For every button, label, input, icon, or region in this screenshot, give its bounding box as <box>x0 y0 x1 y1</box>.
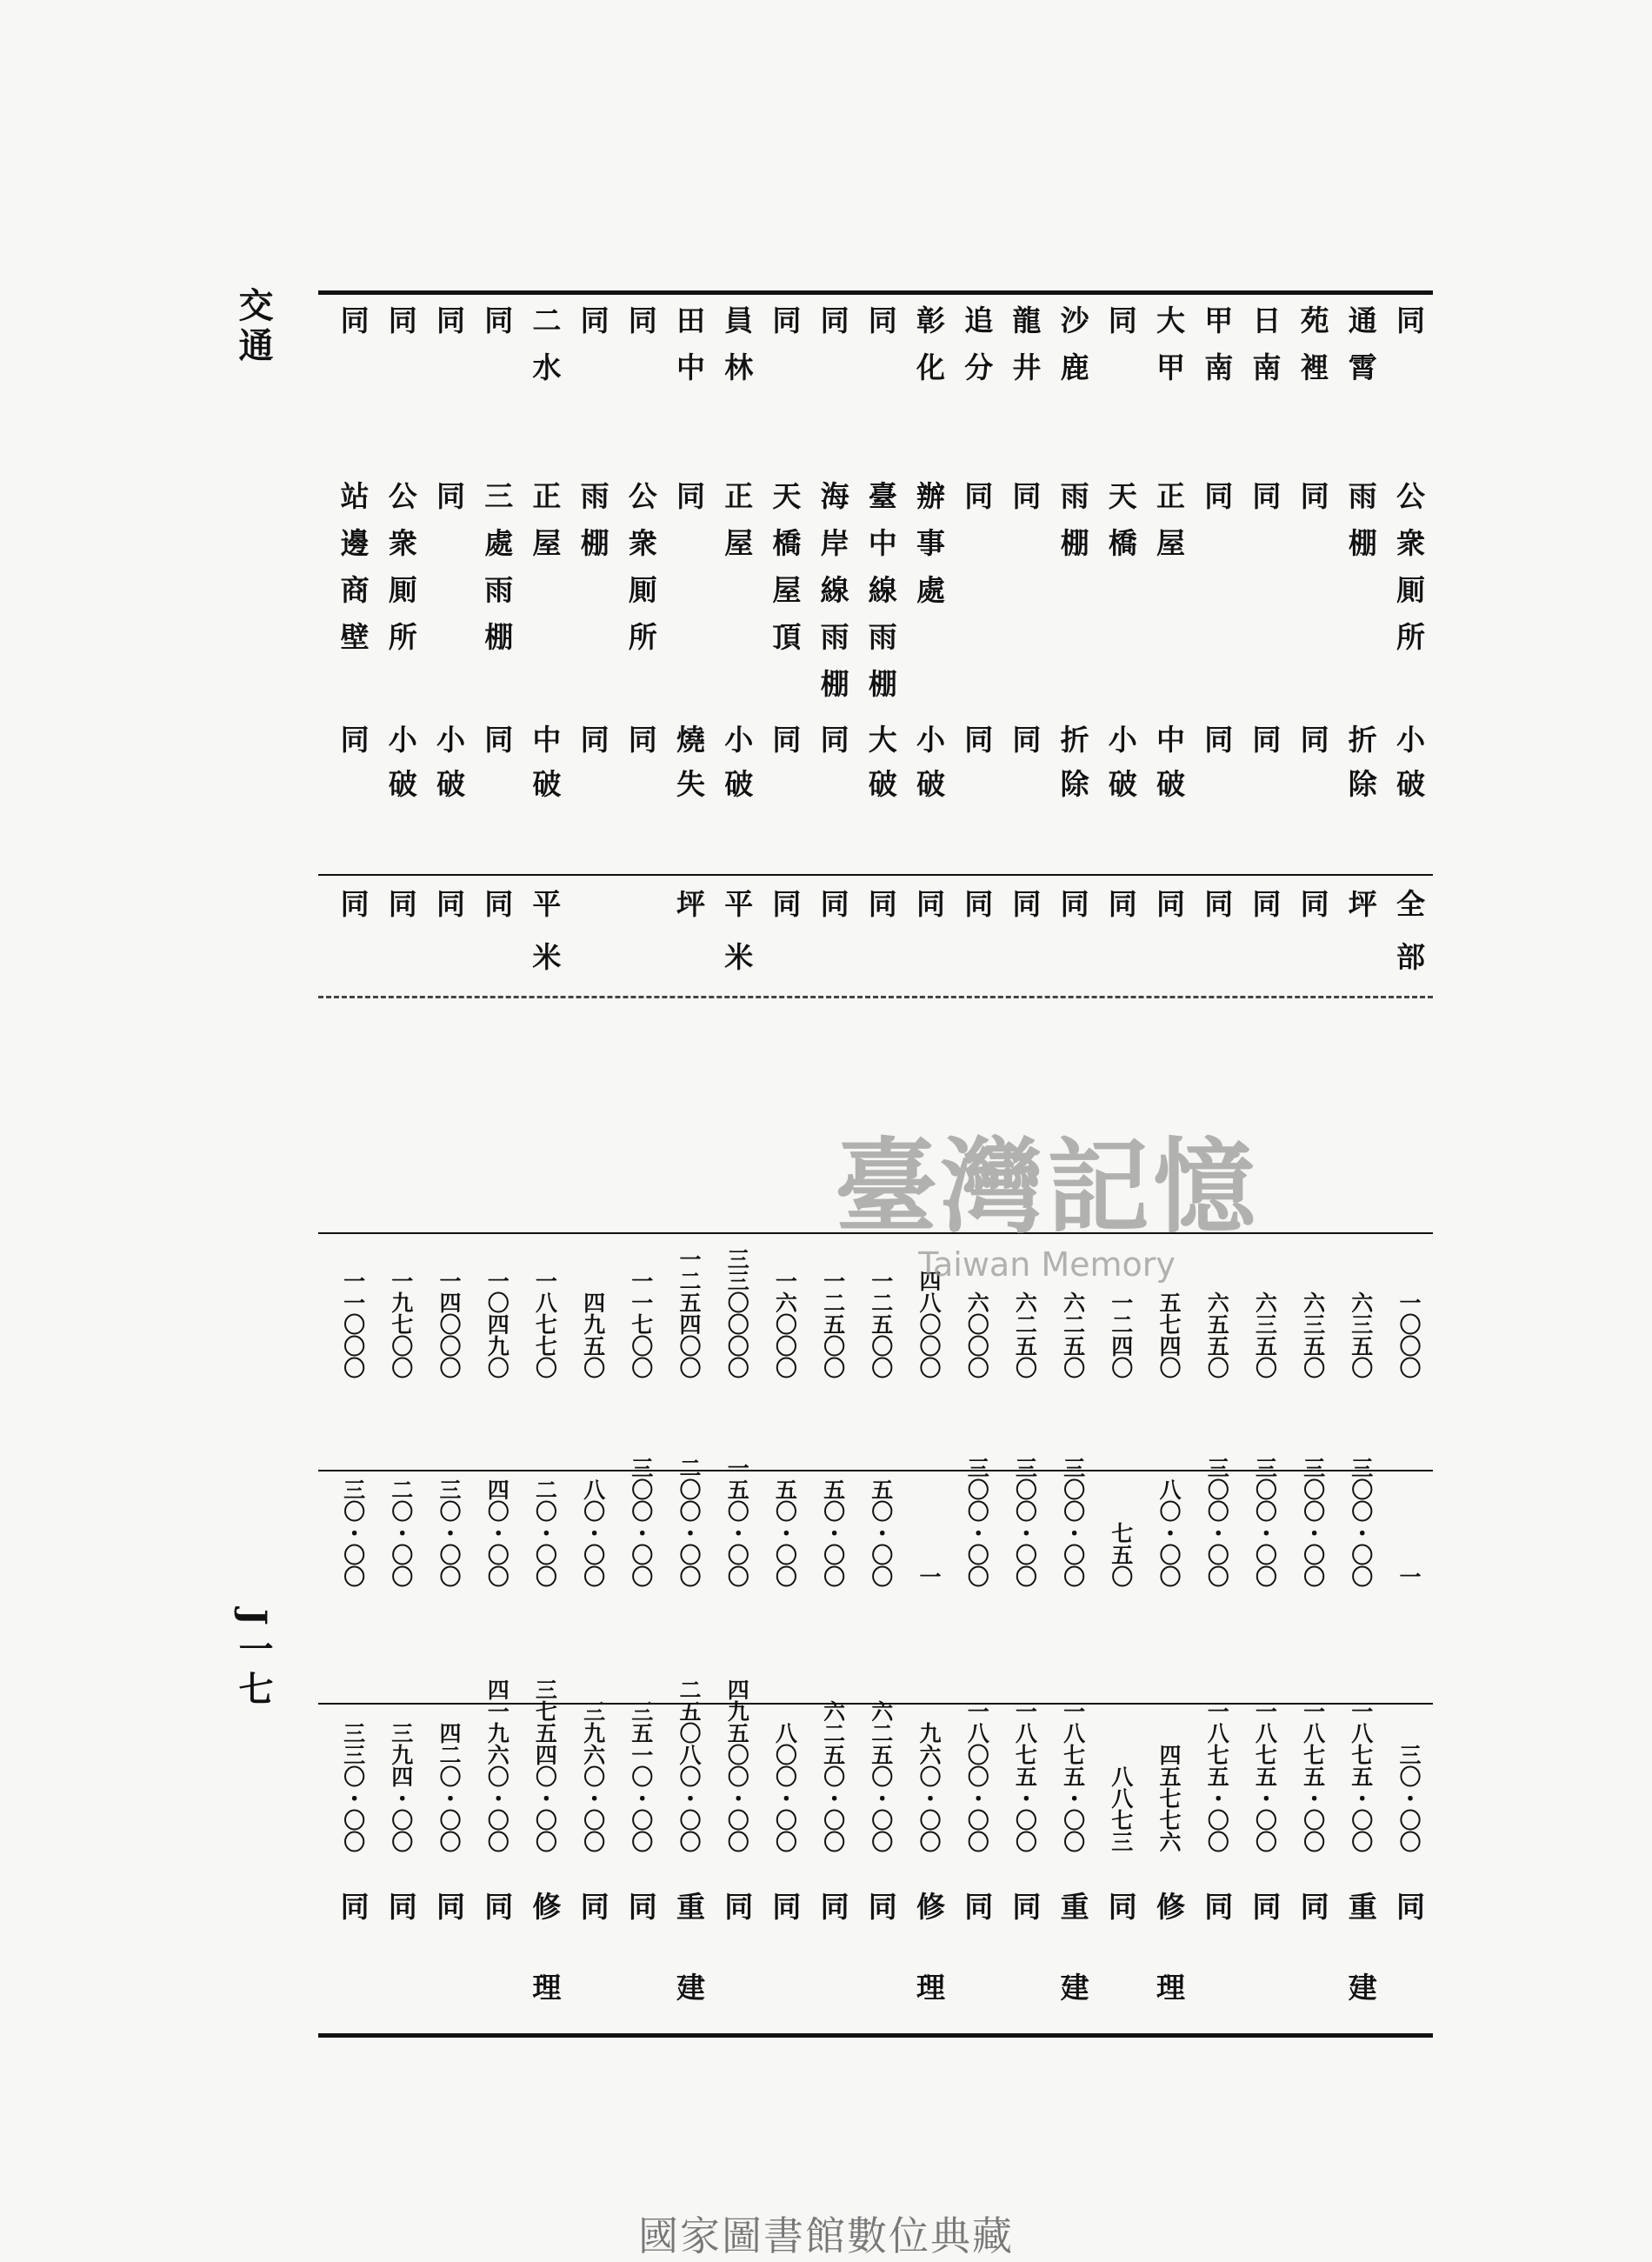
cell-price: 二〇〇・〇〇 <box>676 1457 702 1587</box>
cell-damage: 小破 <box>1103 724 1138 813</box>
table-column <box>520 300 569 2053</box>
cell-station: 田中 <box>672 305 706 399</box>
bottom-rule <box>318 2033 1433 2038</box>
cell-station: 彰化 <box>912 305 946 399</box>
cell-location: 雨棚 <box>1056 481 1090 575</box>
cell-damage: 小破 <box>1392 724 1426 813</box>
cell-location: 正屋 <box>528 481 563 575</box>
cell-quantity: 六三五〇 <box>1300 1291 1326 1378</box>
cell-location: 同 <box>1200 481 1235 528</box>
cell-price: 三〇・〇〇 <box>340 1478 366 1587</box>
table-column <box>664 300 713 2053</box>
cell-station: 同 <box>383 305 418 352</box>
cell-method: 同 <box>720 1892 755 1972</box>
cell-station: 二水 <box>528 305 563 399</box>
cell-damage: 同 <box>576 724 610 769</box>
cell-price: 一 <box>1396 1565 1422 1587</box>
cell-amount: 三三〇・〇〇 <box>340 1722 366 1852</box>
watermark <box>835 1104 1259 1284</box>
table-column <box>1000 300 1049 1972</box>
cell-price: 八〇・〇〇 <box>580 1478 606 1587</box>
cell-quantity: 一八七七〇 <box>532 1270 558 1378</box>
cell-price: 二〇・〇〇 <box>532 1478 558 1587</box>
cell-damage: 同 <box>816 724 850 769</box>
cell-station: 同 <box>623 305 658 352</box>
cell-quantity: 一二五〇〇 <box>820 1270 846 1378</box>
cell-method: 重建 <box>1343 1892 1378 2053</box>
cell-amount: 四五七七六 <box>1156 1744 1182 1852</box>
cell-price: 三〇〇・〇〇 <box>1060 1457 1086 1587</box>
cell-price: 七五〇 <box>1108 1522 1134 1587</box>
table-column <box>376 300 425 1972</box>
cell-station: 員林 <box>720 305 755 399</box>
cell-quantity: 一二五四〇〇 <box>676 1248 702 1378</box>
cell-unit: 同 <box>1103 889 1138 942</box>
cell-damage: 折除 <box>1056 724 1090 813</box>
cell-location: 公衆厠所 <box>1392 481 1426 669</box>
cell-station: 同 <box>863 305 898 352</box>
cell-location: 同 <box>1008 481 1042 528</box>
cell-unit: 同 <box>1008 889 1042 942</box>
watermark-text: 臺灣記憶 <box>835 1126 1260 1247</box>
cell-method: 同 <box>768 1892 803 1972</box>
cell-method: 同 <box>816 1892 850 1972</box>
cell-quantity: 一二五〇〇 <box>868 1270 894 1378</box>
cell-method: 同 <box>1392 1892 1426 1972</box>
cell-amount: 一八〇〇・〇〇 <box>964 1700 990 1852</box>
cell-quantity: 六五五〇 <box>1204 1291 1230 1378</box>
cell-station: 龍井 <box>1008 305 1042 399</box>
cell-station: 同 <box>816 305 850 352</box>
cell-method: 同 <box>336 1892 370 1972</box>
table-column <box>1384 300 1433 1972</box>
cell-damage: 同 <box>1008 724 1042 769</box>
cell-amount: 六二五〇・〇〇 <box>868 1700 894 1852</box>
table-column <box>809 300 857 1972</box>
cell-method: 同 <box>1200 1892 1235 1972</box>
cell-damage: 同 <box>336 724 370 769</box>
cell-method: 修理 <box>1152 1892 1186 2053</box>
cell-method: 同 <box>1103 1892 1138 1972</box>
cell-quantity: 一四〇〇〇 <box>436 1270 462 1378</box>
cell-damage: 同 <box>1296 724 1330 769</box>
cell-method: 修理 <box>912 1892 946 2053</box>
cell-amount: 三七五四〇・〇〇 <box>532 1678 558 1852</box>
cell-price: 三〇・〇〇 <box>436 1478 462 1587</box>
cell-damage: 小破 <box>383 724 418 813</box>
table-column <box>1096 300 1145 1972</box>
cell-station: 大甲 <box>1152 305 1186 399</box>
cell-location: 同 <box>432 481 466 528</box>
cell-unit: 同 <box>1152 889 1186 942</box>
cell-unit: 同 <box>960 889 995 942</box>
cell-location: 天橋 <box>1103 481 1138 575</box>
cell-price: 三〇〇・〇〇 <box>1300 1457 1326 1587</box>
cell-station: 沙鹿 <box>1056 305 1090 399</box>
cell-unit: 同 <box>1200 889 1235 942</box>
cell-method: 同 <box>383 1892 418 1972</box>
cell-method: 同 <box>863 1892 898 1972</box>
cell-location: 同 <box>960 481 995 528</box>
cell-damage: 中破 <box>1152 724 1186 813</box>
table-column <box>1289 300 1337 1972</box>
cell-station: 通霄 <box>1343 305 1378 399</box>
cell-quantity: 一〇〇〇 <box>1396 1291 1422 1378</box>
table-column <box>424 300 473 1972</box>
cell-location: 同 <box>1296 481 1330 528</box>
cell-method: 同 <box>1296 1892 1330 1972</box>
cell-station: 同 <box>768 305 803 352</box>
cell-location: 同 <box>672 481 706 528</box>
cell-station: 同 <box>432 305 466 352</box>
cell-quantity: 五七四〇 <box>1156 1291 1182 1378</box>
table-column <box>472 300 521 1972</box>
cell-unit: 坪 <box>672 889 706 942</box>
cell-price: 三〇〇・〇〇 <box>1012 1457 1038 1587</box>
cell-amount: 二五〇八〇・〇〇 <box>676 1678 702 1852</box>
cell-unit: 平米 <box>528 889 563 995</box>
cell-location: 正屋 <box>720 481 755 575</box>
cell-amount: 一八七五・〇〇 <box>1252 1700 1278 1852</box>
cell-station: 同 <box>576 305 610 352</box>
cell-unit: 同 <box>1056 889 1090 942</box>
cell-quantity: 六二五〇 <box>1060 1291 1086 1378</box>
cell-unit: 同 <box>432 889 466 942</box>
cell-price: 三〇〇・〇〇 <box>1252 1457 1278 1587</box>
cell-method: 重建 <box>1056 1892 1090 2053</box>
cell-amount: 四一九六〇・〇〇 <box>484 1678 510 1852</box>
cell-method: 修理 <box>528 1892 563 2053</box>
cell-quantity: 一九七〇〇 <box>388 1270 414 1378</box>
cell-quantity: 一一〇〇〇 <box>340 1270 366 1378</box>
cell-station: 同 <box>1392 305 1426 352</box>
cell-damage: 同 <box>768 724 803 769</box>
cell-amount: 三五一〇・〇〇 <box>628 1700 654 1852</box>
cell-method: 同 <box>1008 1892 1042 1972</box>
cell-quantity: 一〇四九〇 <box>484 1270 510 1378</box>
cell-location: 正屋 <box>1152 481 1186 575</box>
cell-amount: 一八七五・〇〇 <box>1300 1700 1326 1852</box>
cell-unit: 同 <box>1248 889 1282 942</box>
cell-price: 一 <box>916 1565 942 1587</box>
cell-quantity: 六三五〇 <box>1348 1291 1374 1378</box>
cell-amount: 四二〇・〇〇 <box>436 1722 462 1852</box>
top-rule <box>318 290 1433 295</box>
cell-quantity: 一六〇〇〇 <box>772 1270 798 1378</box>
cell-method: 同 <box>960 1892 995 1972</box>
watermark-subtitle: Taiwan Memory <box>918 1245 1176 1284</box>
cell-location: 雨棚 <box>1343 481 1378 575</box>
cell-unit: 同 <box>383 889 418 942</box>
cell-price: 四〇・〇〇 <box>484 1478 510 1587</box>
cell-station: 苑裡 <box>1296 305 1330 399</box>
cell-damage: 同 <box>1248 724 1282 769</box>
cell-amount: 一八七五・〇〇 <box>1012 1700 1038 1852</box>
cell-damage: 同 <box>960 724 995 769</box>
cell-price: 三〇〇・〇〇 <box>964 1457 990 1587</box>
cell-unit: 同 <box>816 889 850 942</box>
cell-method: 同 <box>576 1892 610 1972</box>
cell-unit: 同 <box>912 889 946 942</box>
cell-quantity: 六三五〇 <box>1252 1291 1278 1378</box>
cell-method: 同 <box>432 1892 466 1972</box>
cell-station: 同 <box>336 305 370 352</box>
cell-unit: 同 <box>768 889 803 942</box>
cell-damage: 小破 <box>720 724 755 813</box>
cell-damage: 中破 <box>528 724 563 813</box>
cell-damage: 燒失 <box>672 724 706 813</box>
page-number: J一七 <box>233 1609 274 1711</box>
cell-amount: 三九六〇・〇〇 <box>580 1700 606 1852</box>
cell-location: 同 <box>1248 481 1282 528</box>
cell-unit: 全部 <box>1392 889 1426 995</box>
cell-price: 八〇・〇〇 <box>1156 1478 1182 1587</box>
cell-price: 五〇・〇〇 <box>820 1478 846 1587</box>
table-column <box>1144 300 1193 2053</box>
cell-damage: 同 <box>1200 724 1235 769</box>
table-column <box>760 300 809 1972</box>
cell-amount: 四九五〇〇・〇〇 <box>724 1678 750 1852</box>
cell-location: 站邊商壁 <box>336 481 370 669</box>
archive-footer: 國家圖書館數位典藏 <box>638 2212 1014 2259</box>
cell-quantity: 一二四〇 <box>1108 1291 1134 1378</box>
cell-damage: 折除 <box>1343 724 1378 813</box>
table-column <box>1192 300 1241 1972</box>
table-column <box>952 300 1001 1972</box>
cell-price: 五〇・〇〇 <box>772 1478 798 1587</box>
cell-station: 日南 <box>1248 305 1282 399</box>
cell-amount: 六二五〇・〇〇 <box>820 1700 846 1852</box>
cell-price: 五〇・〇〇 <box>868 1478 894 1587</box>
cell-amount: 八八七三 <box>1108 1765 1134 1852</box>
cell-method: 同 <box>623 1892 658 1972</box>
cell-quantity: 六〇〇〇 <box>964 1291 990 1378</box>
cell-damage: 同 <box>480 724 515 769</box>
cell-location: 公衆厠所 <box>623 481 658 669</box>
cell-unit: 平米 <box>720 889 755 995</box>
cell-price: 二〇・〇〇 <box>388 1478 414 1587</box>
cell-damage: 同 <box>623 724 658 769</box>
cell-amount: 九六〇・〇〇 <box>916 1722 942 1852</box>
cell-amount: 三九四・〇〇 <box>388 1722 414 1852</box>
cell-location: 三處雨棚 <box>480 481 515 669</box>
cell-unit: 同 <box>863 889 898 942</box>
cell-location: 海岸線雨棚 <box>816 481 850 716</box>
cell-station: 同 <box>1103 305 1138 352</box>
cell-location: 臺中線雨棚 <box>863 481 898 716</box>
cell-damage: 小破 <box>432 724 466 813</box>
cell-amount: 八〇〇・〇〇 <box>772 1722 798 1852</box>
cell-station: 追分 <box>960 305 995 399</box>
cell-location: 辦事處 <box>912 481 946 622</box>
table-column <box>1240 300 1289 1972</box>
cell-method: 同 <box>480 1892 515 1972</box>
cell-damage: 小破 <box>912 724 946 813</box>
cell-amount: 一八七五・〇〇 <box>1348 1700 1374 1852</box>
cell-location: 天橋屋頂 <box>768 481 803 669</box>
cell-price: 一五〇・〇〇 <box>724 1457 750 1587</box>
cell-damage: 大破 <box>863 724 898 813</box>
cell-station: 甲南 <box>1200 305 1235 399</box>
table-column <box>1049 300 1097 2053</box>
cell-location: 公衆厠所 <box>383 481 418 669</box>
cell-quantity: 三三〇〇〇〇 <box>724 1248 750 1378</box>
cell-price: 三〇〇・〇〇 <box>1204 1457 1230 1587</box>
table-column <box>712 300 761 1972</box>
cell-quantity: 四九五〇 <box>580 1291 606 1378</box>
cell-location: 雨棚 <box>576 481 610 575</box>
cell-unit: 同 <box>480 889 515 942</box>
cell-amount: 一八七五・〇〇 <box>1204 1700 1230 1852</box>
table-column <box>904 300 953 2053</box>
cell-quantity: 六二五〇 <box>1012 1291 1038 1378</box>
table-column <box>329 300 377 1972</box>
cell-unit: 同 <box>1296 889 1330 942</box>
cell-price: 三〇〇・〇〇 <box>628 1457 654 1587</box>
cell-amount: 三〇・〇〇 <box>1396 1744 1422 1852</box>
cell-unit: 坪 <box>1343 889 1378 942</box>
cell-quantity: 一一七〇〇 <box>628 1270 654 1378</box>
cell-quantity: 四八〇〇〇 <box>916 1270 942 1378</box>
cell-unit: 同 <box>336 889 370 942</box>
table-column <box>569 300 617 1972</box>
table-column <box>1336 300 1385 2053</box>
table-column <box>856 300 905 1972</box>
cell-station: 同 <box>480 305 515 352</box>
cell-price: 三〇〇・〇〇 <box>1348 1457 1374 1587</box>
cell-amount: 一八七五・〇〇 <box>1060 1700 1086 1852</box>
cell-method: 同 <box>1248 1892 1282 1972</box>
table-column <box>616 300 665 1972</box>
cell-method: 重建 <box>672 1892 706 2053</box>
chapter-label: 交通 <box>233 287 274 367</box>
